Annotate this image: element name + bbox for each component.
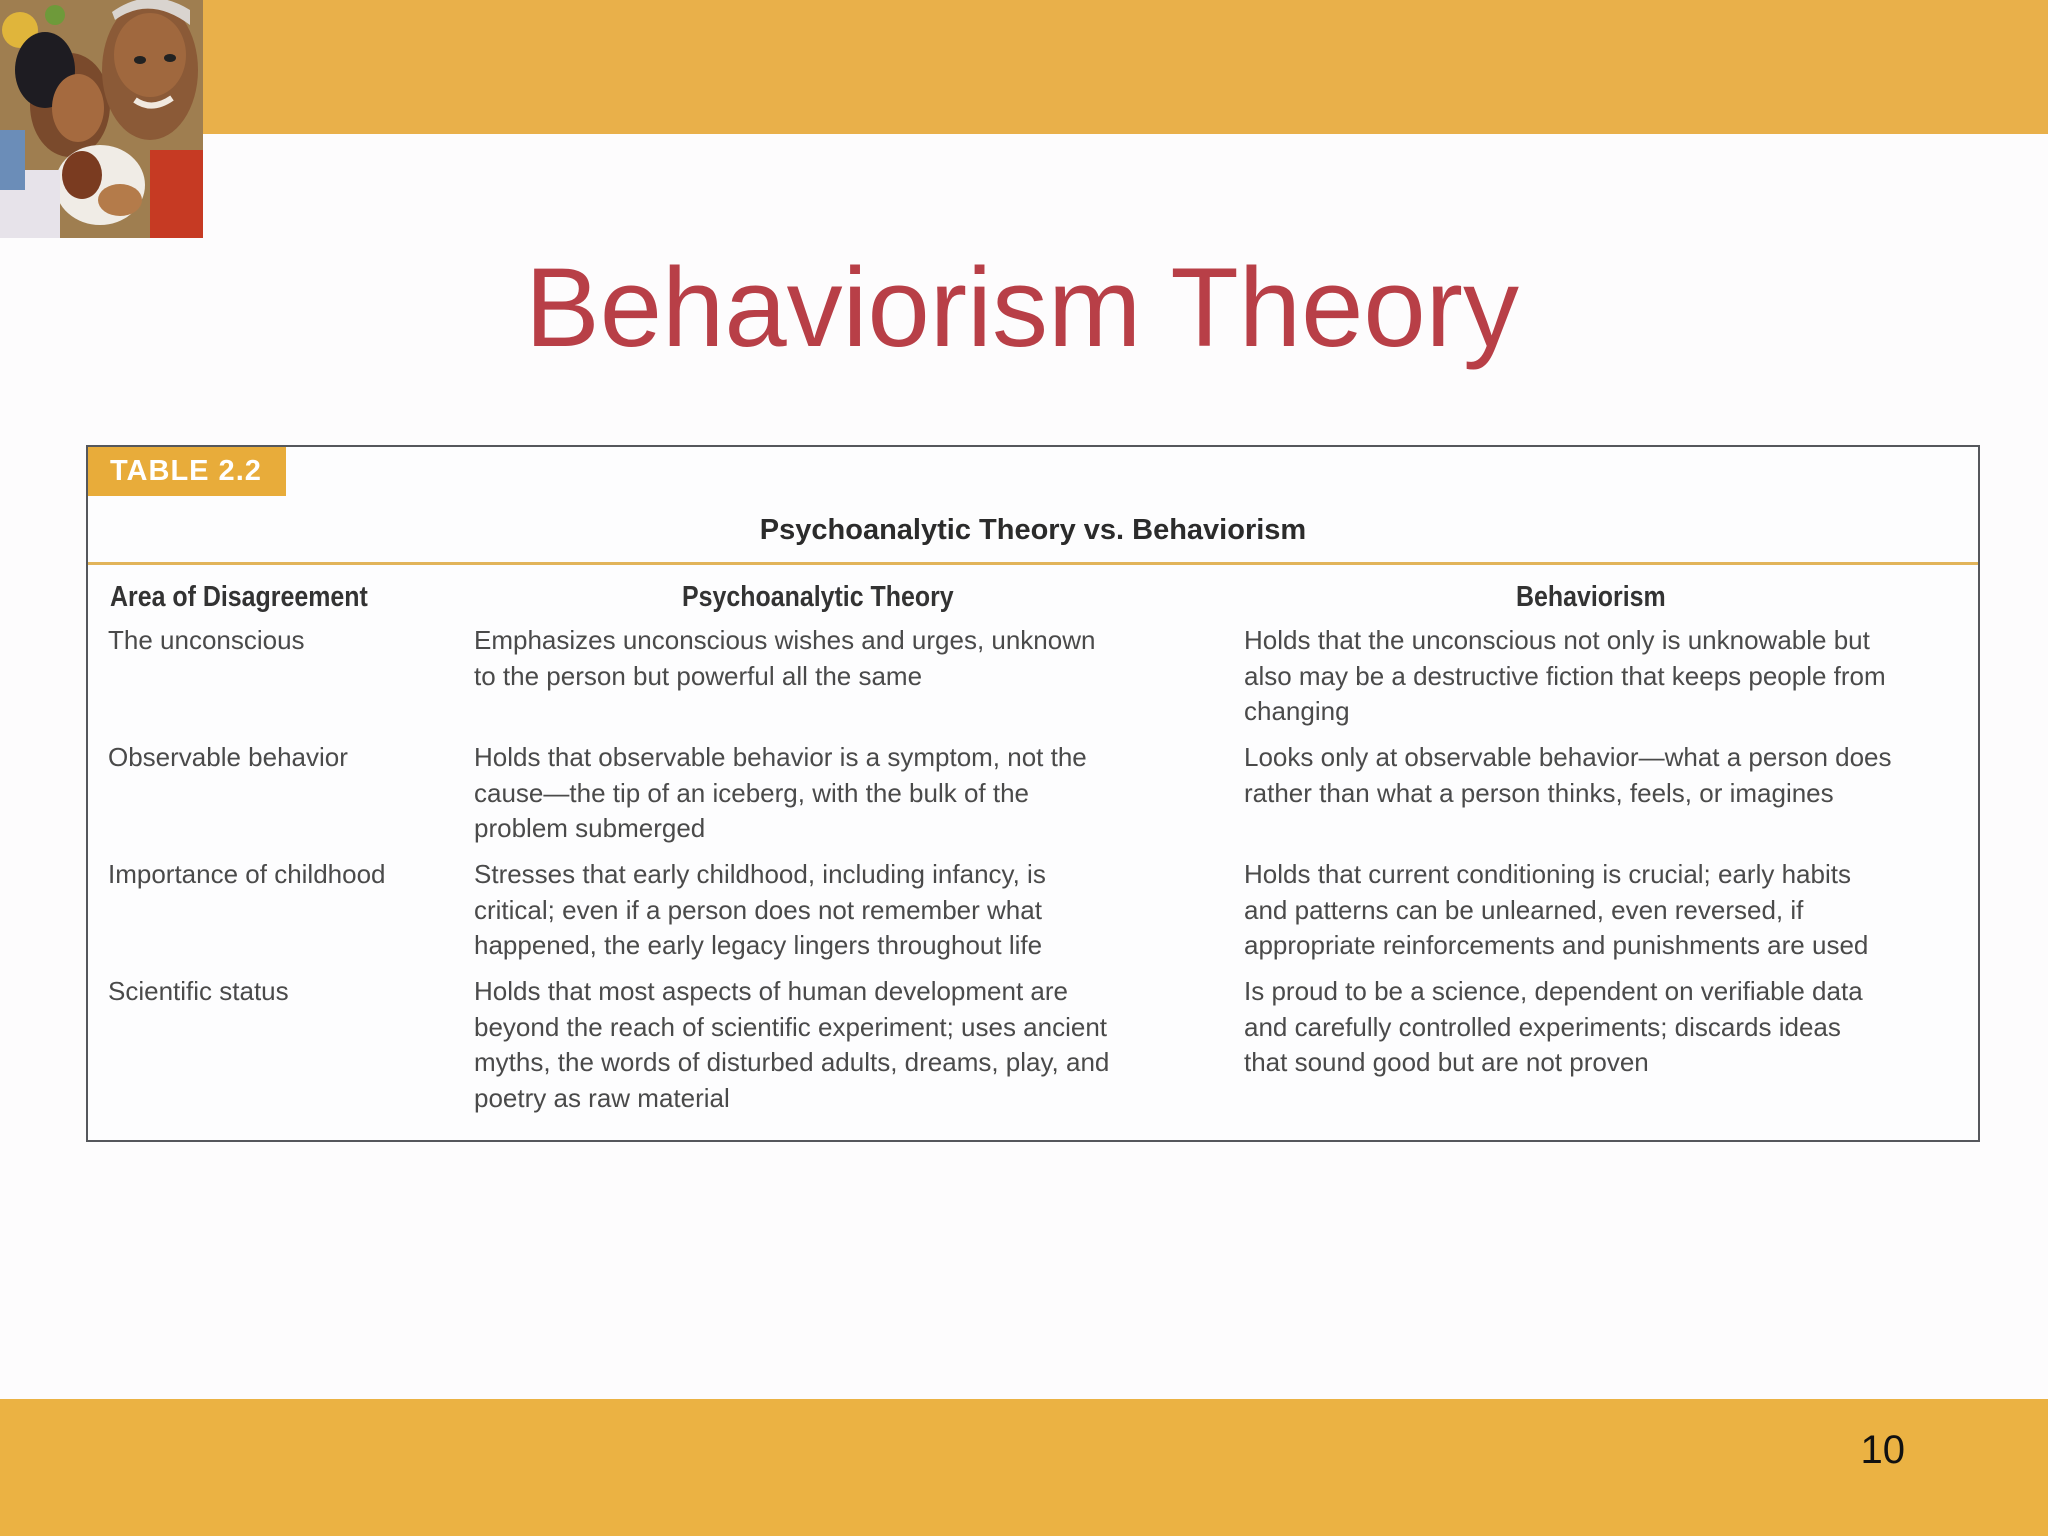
table-cell-area: The unconscious: [108, 625, 305, 655]
table-cell-psychoanalytic: Emphasizes unconscious wishes and urges, unknown to the person but powerful all the same: [474, 625, 1096, 691]
table-cell-psychoanalytic: Stresses that early childhood, including infancy, is critical; even if a person does not remember what happened, the early legacy lingers throughout life: [474, 859, 1046, 960]
table-cell-area: Observable behavior: [108, 742, 348, 772]
comparison-table: [86, 445, 1980, 1142]
table-cell-behaviorism: Holds that current conditioning is crucial; early habits and patterns can be unlearned, even reversed, if appropriate reinforcements and punishments are used: [1244, 859, 1869, 960]
column-header-behaviorism: Behaviorism: [1516, 581, 1666, 613]
table-caption: Psychoanalytic Theory vs. Behaviorism: [759, 514, 1307, 546]
table-cell-area: Scientific status: [108, 976, 289, 1006]
table-number-badge: TABLE 2.2: [88, 447, 286, 496]
table-cell-psychoanalytic: Holds that most aspects of human development are beyond the reach of scientific experiment; uses ancient myths, the words of disturbed adults, dreams, play, and poetry as raw material: [474, 976, 1110, 1113]
slide-title: Behaviorism Theory: [525, 245, 1519, 370]
table-cell-psychoanalytic: Holds that observable behavior is a symptom, not the cause—the tip of an iceberg, with the bulk of the problem submerged: [474, 742, 1087, 843]
corner-illustration: [0, 0, 203, 238]
table-cell-behaviorism: Is proud to be a science, dependent on verifiable data and carefully controlled experiments; discards ideas that sound good but are not proven: [1244, 976, 1863, 1077]
bottom-accent-bar: [0, 1399, 2048, 1536]
top-accent-bar: [0, 0, 2048, 134]
page-number: 10: [1860, 1428, 1905, 1472]
table-cell-behaviorism: Looks only at observable behavior—what a person does rather than what a person thinks, feels, or imagines: [1244, 742, 1892, 808]
illustration-image: [0, 0, 203, 238]
table-cell-behaviorism: Holds that the unconscious not only is unknowable but also may be a destructive fiction that keeps people from changing: [1244, 625, 1886, 726]
table-header-rule: [88, 562, 1978, 565]
column-header-psychoanalytic: Psychoanalytic Theory: [682, 581, 954, 613]
table-cell-area: Importance of childhood: [108, 859, 386, 889]
column-header-area: Area of Disagreement: [110, 581, 368, 613]
